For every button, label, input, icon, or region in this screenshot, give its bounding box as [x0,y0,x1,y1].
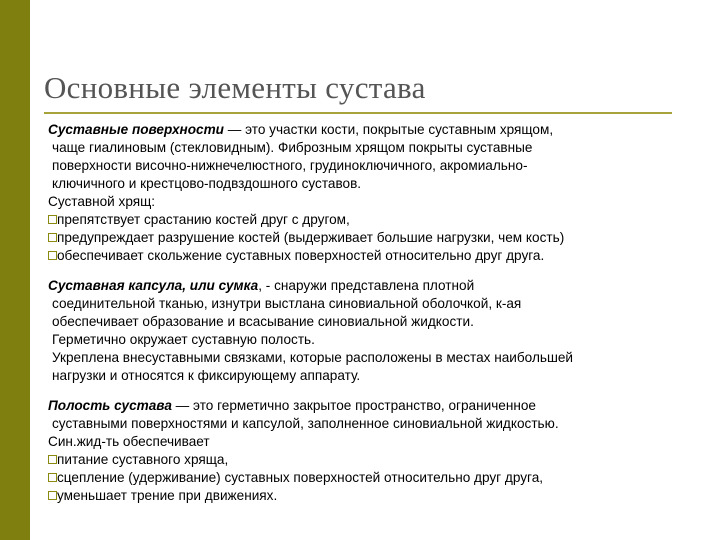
hollow-square-icon [48,233,57,242]
bullet-text: сцепление (удерживание) суставных поверхностей относительно друг друга, [57,470,544,485]
section2-line2: соединительной тканью, изнутри выстлана синовиальной оболочкой, к-ая [52,296,522,311]
hollow-square-icon [48,491,57,500]
section1-term: Суставные поверхности [48,122,224,137]
section1-line1-text: — это участки кости, покрытые суставным хрящом, [223,122,554,137]
section2-line6: нагрузки и относятся к фиксирующему аппарату. [52,368,361,383]
section2-term: Суставная капсула, или сумка [48,278,259,293]
bullet-text: уменьшает трение при движениях. [57,488,278,503]
list-item [48,247,708,265]
list-item [48,229,708,247]
list-item [48,451,708,469]
section3-line3: Син.жид-ть обеспечивает [48,434,210,449]
hollow-square-icon [48,215,57,224]
section1-line4: ключичного и крестцово-подвздошного суставов. [52,176,362,191]
list-item [48,211,708,229]
section1-line2: чаще гиалиновым (стекловидным). Фиброзным хрящом покрыты суставные [52,140,533,155]
slide-content [48,121,708,505]
section3-line1-text: — это герметично закрытое пространство, ограниченное [171,398,536,413]
bullet-text: предупреждает разрушение костей (выдерживает большие нагрузки, чем кость) [57,230,565,245]
sidebar-accent-bar [0,0,30,540]
list-item [48,487,708,505]
section2-line3: обеспечивает образование и всасывание синовиальной жидкости. [52,314,474,329]
hollow-square-icon [48,473,57,482]
section2-line4: Герметично окружает суставную полость. [52,332,315,347]
section2-line5: Укреплена внесуставными связками, которые расположены в местах наибольшей [52,350,574,365]
bullet-text: питание суставного хряща, [57,452,229,467]
section2-line1 [48,277,708,295]
section3-term: Полость сустава [48,398,172,413]
bullet-text: обеспечивает скольжение суставных поверхностей относительно друг друга. [57,248,545,263]
section3-line2: суставными поверхностями и капсулой, заполненное синовиальной жидкостью. [52,416,559,431]
slide-title: Основные элементы сустава [44,70,426,105]
hollow-square-icon [48,251,57,260]
section2-line1-text: , - снаружи представлена плотной [258,278,475,293]
bullet-text: препятствует срастанию костей друг с другом, [57,212,350,227]
list-item [48,469,708,487]
section1-line3: поверхности височно-нижнечелюстного, грудиноключичного, акромиально- [52,158,528,173]
hollow-square-icon [48,455,57,464]
section3-line1 [48,397,708,415]
section1-line5: Суставной хрящ: [48,194,156,209]
section1-line1 [48,121,708,139]
title-underline [44,112,672,114]
